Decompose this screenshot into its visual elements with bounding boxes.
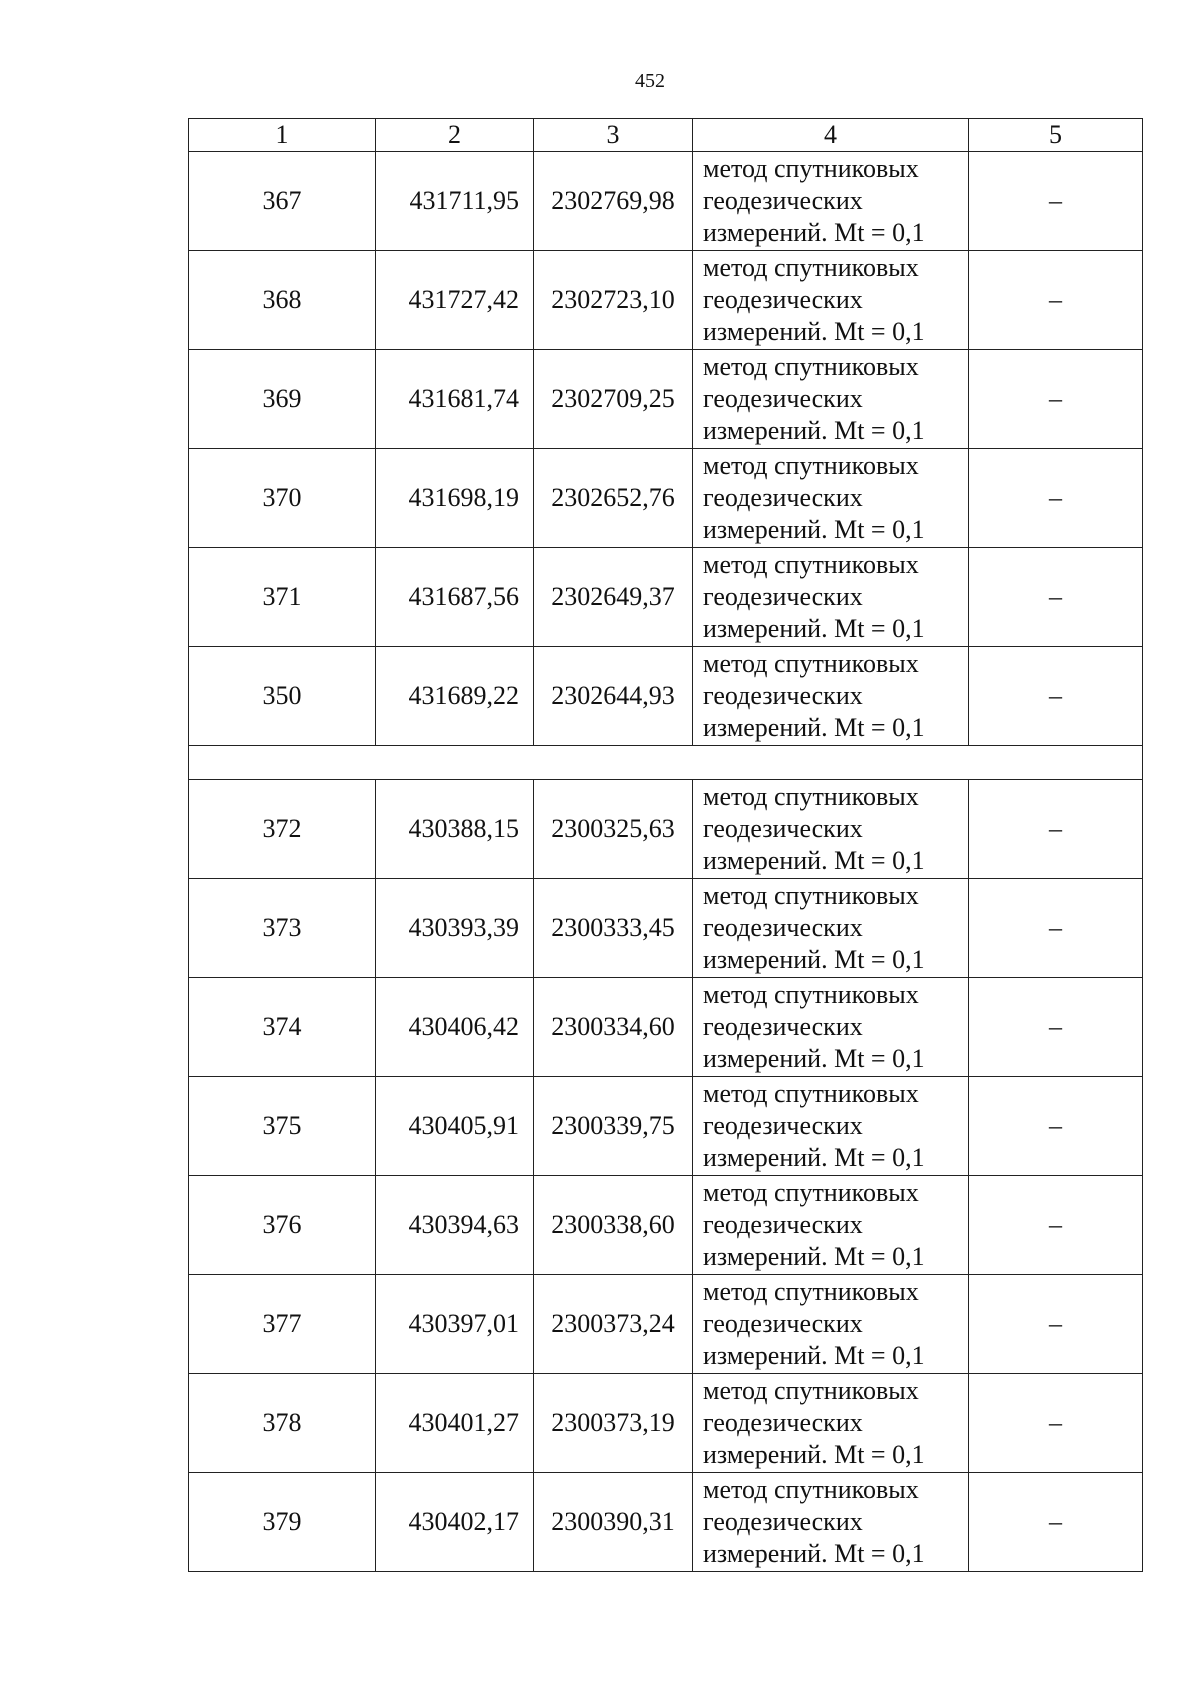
point-number-cell: 374	[189, 978, 376, 1077]
method-line: метод спутниковых	[703, 253, 919, 282]
method-cell	[693, 1275, 969, 1374]
note-cell: –	[969, 1275, 1143, 1374]
note-cell: –	[969, 449, 1143, 548]
method-line: метод спутниковых	[703, 1079, 919, 1108]
point-number-cell: 378	[189, 1374, 376, 1473]
x-coordinate-cell: 430397,01	[376, 1275, 534, 1374]
method-line: геодезических	[703, 913, 863, 942]
table-row	[189, 152, 1143, 251]
method-line: метод спутниковых	[703, 1475, 919, 1504]
table-row	[189, 1374, 1143, 1473]
method-cell	[693, 1176, 969, 1275]
point-number-cell: 375	[189, 1077, 376, 1176]
method-cell	[693, 449, 969, 548]
note-cell: –	[969, 1374, 1143, 1473]
x-coordinate-cell: 430394,63	[376, 1176, 534, 1275]
method-line: измерений. Mt = 0,1	[703, 945, 925, 974]
table-row	[189, 780, 1143, 879]
y-coordinate-cell: 2300373,19	[534, 1374, 693, 1473]
method-line: измерений. Mt = 0,1	[703, 614, 925, 643]
x-coordinate-cell: 431711,95	[376, 152, 534, 251]
x-coordinate-cell: 430405,91	[376, 1077, 534, 1176]
method-cell	[693, 978, 969, 1077]
table-row	[189, 879, 1143, 978]
method-line: измерений. Mt = 0,1	[703, 1044, 925, 1073]
method-line: геодезических	[703, 814, 863, 843]
method-cell	[693, 1077, 969, 1176]
x-coordinate-cell: 430402,17	[376, 1473, 534, 1572]
y-coordinate-cell: 2300390,31	[534, 1473, 693, 1572]
point-number-cell: 369	[189, 350, 376, 449]
note-cell: –	[969, 548, 1143, 647]
method-line: геодезических	[703, 1111, 863, 1140]
table-row	[189, 449, 1143, 548]
table-row	[189, 548, 1143, 647]
y-coordinate-cell: 2302769,98	[534, 152, 693, 251]
y-coordinate-cell: 2302723,10	[534, 251, 693, 350]
method-line: геодезических	[703, 681, 863, 710]
x-coordinate-cell: 431698,19	[376, 449, 534, 548]
method-line: измерений. Mt = 0,1	[703, 1539, 925, 1568]
note-cell: –	[969, 1176, 1143, 1275]
column-header-3: 3	[534, 119, 693, 152]
method-line: метод спутниковых	[703, 352, 919, 381]
y-coordinate-cell: 2300333,45	[534, 879, 693, 978]
method-cell	[693, 879, 969, 978]
method-line: геодезических	[703, 384, 863, 413]
y-coordinate-cell: 2300334,60	[534, 978, 693, 1077]
method-line: измерений. Mt = 0,1	[703, 515, 925, 544]
column-header-4: 4	[693, 119, 969, 152]
method-line: метод спутниковых	[703, 154, 919, 183]
point-number-cell: 372	[189, 780, 376, 879]
y-coordinate-cell: 2302709,25	[534, 350, 693, 449]
note-cell: –	[969, 647, 1143, 746]
x-coordinate-cell: 430406,42	[376, 978, 534, 1077]
point-number-cell: 379	[189, 1473, 376, 1572]
y-coordinate-cell: 2300338,60	[534, 1176, 693, 1275]
column-header-1: 1	[189, 119, 376, 152]
y-coordinate-cell: 2302649,37	[534, 548, 693, 647]
method-cell	[693, 152, 969, 251]
x-coordinate-cell: 431681,74	[376, 350, 534, 449]
note-cell: –	[969, 879, 1143, 978]
method-line: геодезических	[703, 285, 863, 314]
method-line: измерений. Mt = 0,1	[703, 713, 925, 742]
table-row	[189, 647, 1143, 746]
method-line: геодезических	[703, 186, 863, 215]
point-number-cell: 367	[189, 152, 376, 251]
coordinates-table	[188, 118, 1143, 1572]
table-row	[189, 1473, 1143, 1572]
note-cell: –	[969, 350, 1143, 449]
point-number-cell: 373	[189, 879, 376, 978]
point-number-cell: 370	[189, 449, 376, 548]
note-cell: –	[969, 780, 1143, 879]
method-line: измерений. Mt = 0,1	[703, 218, 925, 247]
separator-cell	[189, 746, 1143, 780]
method-line: метод спутниковых	[703, 1277, 919, 1306]
table-row	[189, 350, 1143, 449]
table-row	[189, 1176, 1143, 1275]
point-number-cell: 371	[189, 548, 376, 647]
method-cell	[693, 548, 969, 647]
y-coordinate-cell: 2302644,93	[534, 647, 693, 746]
y-coordinate-cell: 2300325,63	[534, 780, 693, 879]
y-coordinate-cell: 2300339,75	[534, 1077, 693, 1176]
method-line: метод спутниковых	[703, 649, 919, 678]
method-line: метод спутниковых	[703, 451, 919, 480]
method-line: измерений. Mt = 0,1	[703, 1143, 925, 1172]
header-row	[189, 119, 1143, 152]
method-line: измерений. Mt = 0,1	[703, 317, 925, 346]
method-line: геодезических	[703, 1507, 863, 1536]
column-header-5: 5	[969, 119, 1143, 152]
method-line: метод спутниковых	[703, 980, 919, 1009]
x-coordinate-cell: 431687,56	[376, 548, 534, 647]
separator-row	[189, 746, 1143, 780]
point-number-cell: 376	[189, 1176, 376, 1275]
x-coordinate-cell: 431689,22	[376, 647, 534, 746]
method-cell	[693, 251, 969, 350]
method-line: геодезических	[703, 483, 863, 512]
point-number-cell: 368	[189, 251, 376, 350]
method-line: геодезических	[703, 1408, 863, 1437]
page-number: 452	[635, 70, 665, 92]
note-cell: –	[969, 152, 1143, 251]
method-cell	[693, 350, 969, 449]
method-line: геодезических	[703, 582, 863, 611]
note-cell: –	[969, 978, 1143, 1077]
method-line: геодезических	[703, 1309, 863, 1338]
method-line: измерений. Mt = 0,1	[703, 1440, 925, 1469]
method-cell	[693, 780, 969, 879]
table-row	[189, 1077, 1143, 1176]
method-cell	[693, 1374, 969, 1473]
method-line: метод спутниковых	[703, 1178, 919, 1207]
x-coordinate-cell: 430401,27	[376, 1374, 534, 1473]
method-line: измерений. Mt = 0,1	[703, 416, 925, 445]
method-line: метод спутниковых	[703, 550, 919, 579]
table-row	[189, 251, 1143, 350]
table-row	[189, 978, 1143, 1077]
method-line: метод спутниковых	[703, 881, 919, 910]
method-line: геодезических	[703, 1012, 863, 1041]
x-coordinate-cell: 430388,15	[376, 780, 534, 879]
point-number-cell: 377	[189, 1275, 376, 1374]
x-coordinate-cell: 431727,42	[376, 251, 534, 350]
point-number-cell: 350	[189, 647, 376, 746]
note-cell: –	[969, 251, 1143, 350]
note-cell: –	[969, 1077, 1143, 1176]
method-line: геодезических	[703, 1210, 863, 1239]
table-header	[189, 119, 1143, 152]
column-header-2: 2	[376, 119, 534, 152]
method-line: измерений. Mt = 0,1	[703, 846, 925, 875]
method-cell	[693, 647, 969, 746]
method-cell	[693, 1473, 969, 1572]
table-row	[189, 1275, 1143, 1374]
method-line: метод спутниковых	[703, 1376, 919, 1405]
x-coordinate-cell: 430393,39	[376, 879, 534, 978]
method-line: измерений. Mt = 0,1	[703, 1341, 925, 1370]
note-cell: –	[969, 1473, 1143, 1572]
table-body	[189, 152, 1143, 1572]
method-line: измерений. Mt = 0,1	[703, 1242, 925, 1271]
y-coordinate-cell: 2300373,24	[534, 1275, 693, 1374]
method-line: метод спутниковых	[703, 782, 919, 811]
y-coordinate-cell: 2302652,76	[534, 449, 693, 548]
